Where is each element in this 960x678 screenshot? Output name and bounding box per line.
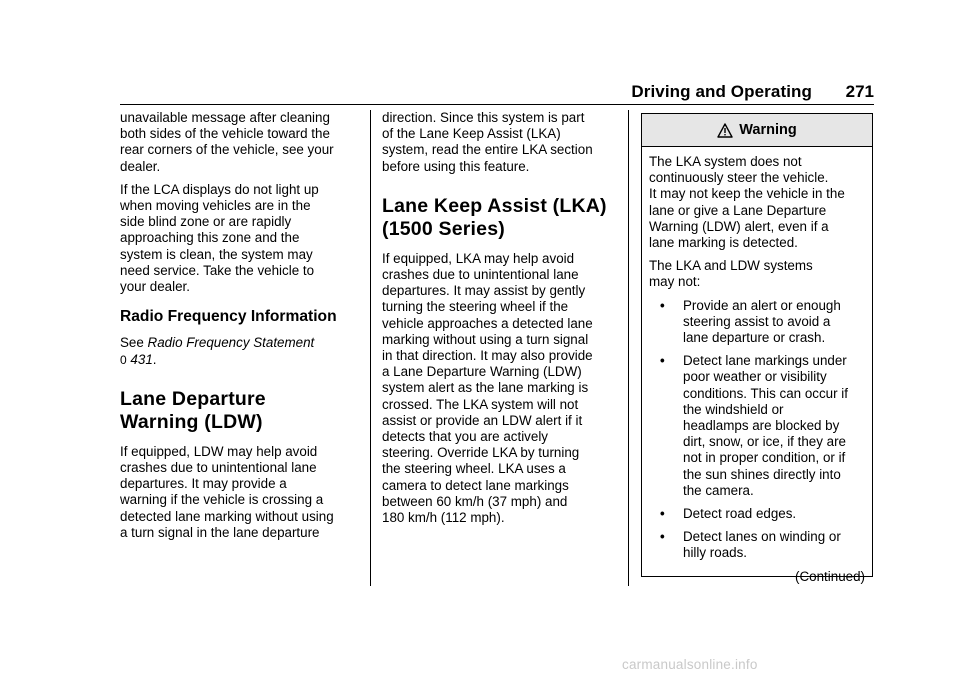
- paragraph: If the LCA displays do not light up when moving vehicles are in the side blind zone or are rapidly approaching this zone and the system is clean, the system may need service. Take the vehicle to your dealer.: [120, 181, 319, 295]
- column-left: [120, 110, 360, 548]
- heading-radio-frequency: Radio Frequency Information: [120, 308, 337, 326]
- cross-reference[interactable]: See Radio Frequency Statement 0 431.: [120, 335, 315, 367]
- paragraph: The LKA and LDW systems may not:: [649, 258, 813, 290]
- paragraph: If equipped, LKA may help avoid crashes due to unintentional lane departures. It may assist by gently turning the steering wheel if the vehicle approaches a detected lane marking without using a turn signal in that direction. It may also provide a Lane Departure Warning (LDW) system alert as the lane marking is crossed. The LKA system will not assist or provide an LDW alert if it detects that you are actively steering. Override LKA by turning the steering wheel. LKA uses a camera to detect lane markings between 60 km/h (37 mph) and 180 km/h (112 mph).: [382, 250, 593, 526]
- column-middle: [382, 110, 614, 533]
- page-ref-icon: 0: [120, 352, 127, 367]
- warning-header: [642, 114, 872, 147]
- page-header: [120, 80, 874, 105]
- list-item: • Detect lanes on winding or hilly roads.: [660, 529, 841, 561]
- watermark: carmanualsonline.info: [622, 657, 758, 672]
- heading-lane-departure-warning: Lane Departure Warning (LDW): [120, 387, 266, 433]
- warning-title: Warning: [739, 122, 797, 138]
- column-divider: [370, 110, 371, 586]
- bullet-icon: •: [660, 506, 665, 522]
- list-item: • Detect lane markings under poor weather or visibility conditions. This can occur if the windshield or headlamps are blocked by dirt, snow, or ice, if they are not in proper condition, or if the sun shines directly into the camera.: [660, 353, 848, 498]
- warning-body: [642, 147, 872, 585]
- column-divider: [628, 110, 629, 586]
- heading-lane-keep-assist: Lane Keep Assist (LKA) (1500 Series): [382, 194, 607, 240]
- paragraph: direction. Since this system is part of the Lane Keep Assist (LKA) system, read the entire LKA section before using this feature.: [382, 110, 593, 174]
- page-number: 271: [845, 82, 874, 101]
- warning-list: [649, 298, 866, 562]
- section-title: Driving and Operating: [631, 82, 812, 101]
- bullet-icon: •: [660, 297, 665, 313]
- bullet-icon: •: [660, 529, 665, 545]
- list-item: • Provide an alert or enough steering assist to avoid a lane departure or crash.: [660, 297, 841, 346]
- bullet-icon: •: [660, 353, 665, 369]
- warning-triangle-icon: [717, 123, 733, 138]
- page-ref-number: 431: [130, 351, 153, 367]
- list-item: • Detect road edges.: [660, 506, 797, 522]
- paragraph: If equipped, LDW may help avoid crashes due to unintentional lane departures. It may provide a warning if the vehicle is crossing a detected lane marking without using a turn signal in the lane departure: [120, 443, 334, 540]
- continued-note: (Continued): [795, 568, 865, 584]
- paragraph: unavailable message after cleaning both sides of the vehicle toward the rear corners of the vehicle, see your dealer.: [120, 110, 334, 174]
- paragraph: The LKA system does not continuously steer the vehicle. It may not keep the vehicle in the lane or give a Lane Departure Warning (LDW) alert, even if a lane marking is detected.: [649, 154, 845, 251]
- warning-box: [641, 113, 873, 584]
